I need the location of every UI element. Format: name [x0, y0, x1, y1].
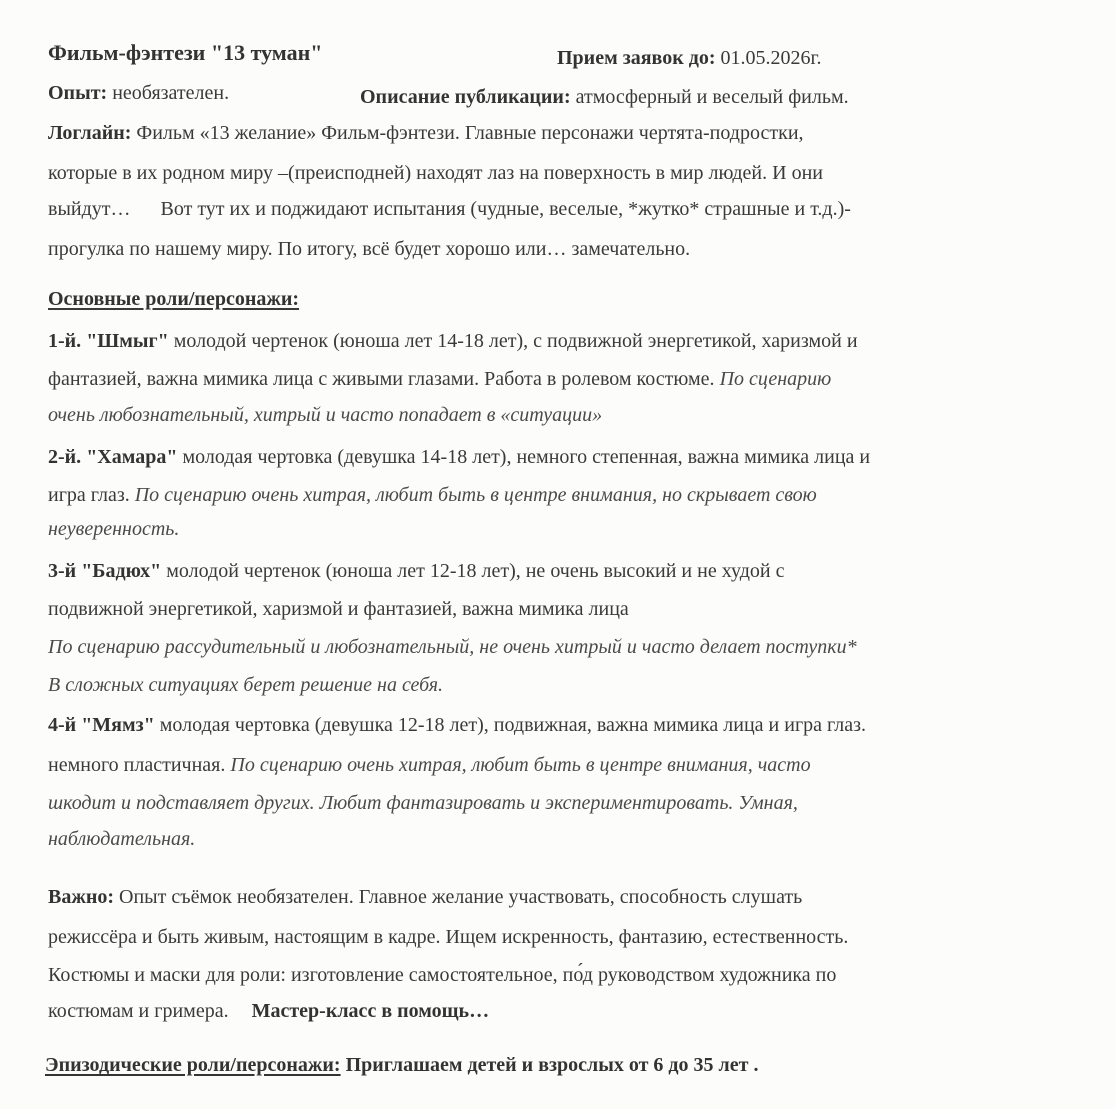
role-line	[48, 366, 831, 392]
role-line	[48, 516, 179, 542]
logline-label: Логлайн:	[48, 122, 132, 144]
role-description: молодая чертовка (девушка 14-18 лет), немного степенная, важна мимика лица и	[182, 446, 871, 468]
main-roles-heading-text: Основные роли/персонажи:	[48, 288, 300, 310]
experience	[48, 80, 229, 106]
role-line	[48, 712, 866, 738]
role-line	[48, 634, 857, 660]
important-line	[48, 884, 802, 910]
role-name: "Мямз"	[81, 714, 155, 736]
logline-text: Фильм «13 желание» Фильм-фэнтези. Главные персонажи чертята-подростки,	[136, 122, 804, 144]
main-roles-heading	[48, 286, 299, 312]
description-value: атмосферный и веселый фильм.	[575, 86, 849, 108]
role-line	[48, 328, 858, 354]
role-description: немного пластичная.	[48, 754, 226, 776]
role-scenario: неуверенность.	[48, 518, 180, 540]
logline-line: которые в их родном миру –(преисподней) находят лаз на поверхность в мир людей. И они	[48, 162, 823, 184]
important-text: костюмам и гримера.	[48, 1000, 229, 1022]
role-description: молодая чертовка (девушка 12-18 лет), подвижная, важна мимика лица и игра глаз.	[159, 714, 866, 736]
role-number: 4-й	[48, 714, 77, 736]
role-line	[48, 596, 629, 622]
role-scenario: наблюдательная.	[48, 828, 196, 850]
important-line	[48, 998, 489, 1024]
episodic-line	[45, 1052, 758, 1078]
deadline	[557, 45, 821, 71]
role-description: фантазией, важна мимика лица с живыми глазами. Работа в ролевом костюме.	[48, 368, 715, 390]
experience-value: необязателен.	[112, 82, 230, 104]
film-title: Фильм-фэнтези "13 туман"	[48, 40, 323, 65]
role-name: "Бадюх"	[81, 560, 162, 582]
logline-line: прогулка по нашему миру. По итогу, всё будет хорошо или… замечательно.	[48, 238, 691, 260]
role-description: молодой чертенок (юноша лет 14-18 лет), с подвижной энергетикой, харизмой и	[173, 330, 858, 352]
role-scenario: По сценарию очень хитрая, любит быть в центре внимания, но скрывает свою	[134, 484, 817, 506]
role-line	[48, 558, 784, 584]
role-name: "Хамара"	[86, 446, 178, 468]
role-scenario: В сложных ситуациях берет решение на себя.	[48, 674, 444, 696]
role-line	[48, 752, 811, 778]
masterclass: Мастер-класс в помощь…	[251, 1000, 490, 1022]
role-number: 3-й	[48, 560, 77, 582]
role-line	[48, 672, 443, 698]
important-line: Костюмы и маски для роли: изготовление самостоятельное, по́д руководством художника по	[48, 964, 837, 986]
important-line: режиссёра и быть живым, настоящим в кадре. Ищем искренность, фантазию, естественность.	[48, 926, 849, 948]
role-scenario: По сценарию рассудительный и любознательный, не очень хитрый и часто делает поступки*	[48, 636, 857, 658]
role-scenario: шкодит и подставляет других. Любит фантазировать и экспериментировать. Умная,	[48, 792, 798, 814]
role-description: игра глаз.	[48, 484, 130, 506]
important-text: Опыт съёмок необязателен. Главное желание участвовать, способность слушать	[119, 886, 803, 908]
deadline-value: 01.05.2026г.	[720, 47, 822, 69]
logline-line: выйдут… Вот тут их и поджидают испытания (чудные, веселые, *жутко* страшные и т.д.)-	[48, 198, 851, 220]
description-label: Описание публикации:	[360, 86, 571, 108]
role-description: молодой чертенок (юноша лет 12-18 лет), не очень высокий и не худой с	[166, 560, 785, 582]
role-scenario: По сценарию	[719, 368, 832, 390]
role-number: 1-й.	[48, 330, 82, 352]
role-scenario: По сценарию очень хитрая, любит быть в центре внимания, часто	[230, 754, 811, 776]
publication-description	[360, 84, 849, 110]
role-line	[48, 444, 870, 470]
important-label: Важно:	[48, 886, 115, 908]
role-scenario: очень любознательный, хитрый и часто попадает в «ситуации»	[48, 404, 603, 426]
episodic-heading: Эпизодические роли/персонажи:	[45, 1054, 341, 1076]
deadline-label: Прием заявок до:	[557, 47, 716, 69]
role-line	[48, 482, 817, 508]
role-line	[48, 790, 798, 816]
role-line	[48, 402, 602, 428]
logline-line	[48, 120, 804, 146]
role-line	[48, 826, 195, 852]
page-title	[48, 40, 323, 66]
role-name: "Шмыг"	[86, 330, 169, 352]
episodic-invite: Приглашаем детей и взрослых от 6 до 35 лет .	[345, 1054, 759, 1076]
role-description: подвижной энергетикой, харизмой и фантазией, важна мимика лица	[48, 598, 629, 620]
role-number: 2-й.	[48, 446, 82, 468]
experience-label: Опыт:	[48, 82, 108, 104]
